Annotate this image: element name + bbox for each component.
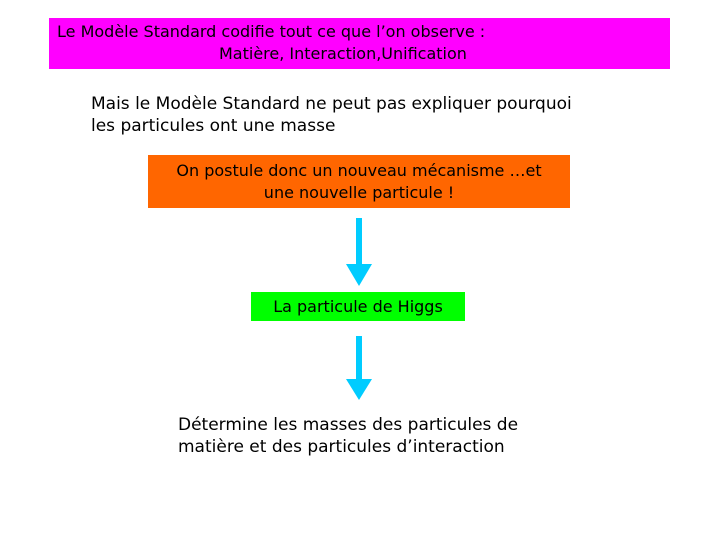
higgs-box: La particule de Higgs (251, 292, 465, 321)
title-line-2: Matière, Interaction,Unification (219, 44, 467, 63)
intro-line-1: Mais le Modèle Standard ne peut pas expliquer pourquoi (91, 94, 572, 114)
arrow-down-icon (346, 336, 372, 400)
arrow-down-icon (346, 218, 372, 286)
title-box (49, 18, 670, 69)
intro-line-2: les particules ont une masse (91, 116, 336, 136)
postulate-box (148, 155, 570, 208)
result-line-1: Détermine les masses des particules de (178, 415, 519, 435)
postulate-line-2: une nouvelle particule ! (263, 183, 455, 202)
intro-text (91, 93, 651, 137)
result-line-2: matière et des particules d’interaction (178, 437, 505, 457)
postulate-line-1: On postule donc un nouveau mécanisme …et (176, 161, 542, 180)
result-text (178, 414, 598, 458)
title-line-1: Le Modèle Standard codifie tout ce que l’on observe : (57, 22, 486, 41)
